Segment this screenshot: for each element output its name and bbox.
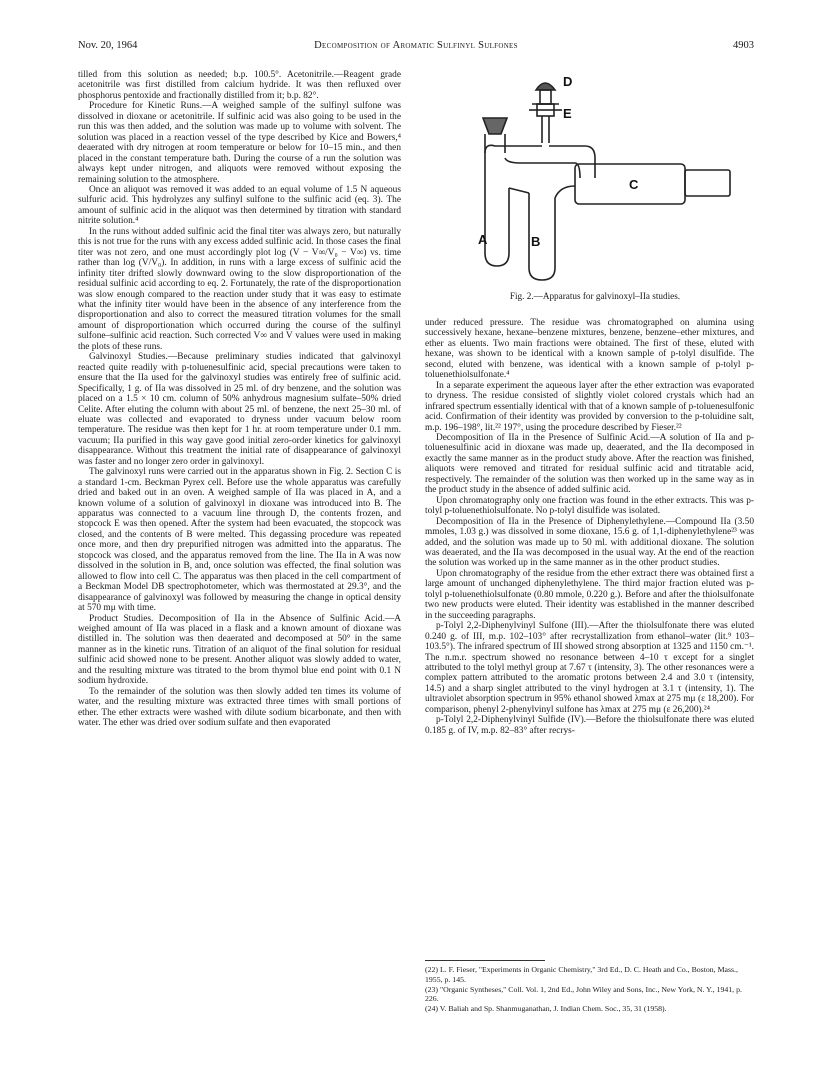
footnote: (24) V. Baliah and Sp. Shanmuganathan, J. Indian Chem. Soc., 35, 31 (1958). — [425, 1004, 667, 1014]
label-c: C — [629, 177, 639, 192]
running-header — [78, 40, 754, 54]
apparatus-figure — [445, 68, 745, 283]
paragraph: under reduced pressure. The residue was chromatographed on alumina using successively hexane, hexane–benzene mixtures, benzene, benzene–ether mixtures, and ether as eluents. Two main fractions were obtained. The first of these, eluted with hexane, was shown to be identical with a known sample of p-tolyl disulfide. The second, eluted with benzene, was identical with a known sample of p-tolyl p-toluenethiolsulfonate.⁴ — [425, 318, 754, 381]
header-date: Nov. 20, 1964 — [78, 40, 138, 51]
paragraph: In a separate experiment the aqueous layer after the ether extraction was evaporated to dryness. The residue consisted of slightly violet colored crystals which had an infrared spectrum essentially identical with that of a known sample of p-toluenesulfonic acid. Confirmation of their identity was provided by conversion to the p-toluidine salt, m.p. 196–198°, lit.²² 197°, using the procedure described by Fieser.²² — [425, 380, 754, 433]
label-e: E — [563, 106, 572, 121]
left-column — [78, 70, 401, 729]
paragraph: Upon chromatography of the residue from the ether extract there was obtained first a large amount of unchanged diphenylethylene. The third major fraction eluted was p-tolyl p-toluenethiolsulfonate (0.80 mmole, 0.220 g.). Before and after the thiolsulfonate two new products were eluted. Their identity was established in the manner described in the succeeding paragraphs. — [425, 568, 754, 621]
footnotes — [425, 965, 754, 1014]
footnote: (23) "Organic Syntheses," Coll. Vol. 1, 2nd Ed., John Wiley and Sons, Inc., New York, N. Y., 1941, p. 226. — [425, 984, 742, 1004]
paragraph: Decomposition of IIa in the Presence of Diphenylethylene.—Compound IIa (3.50 mmoles, 1.03 g.) was dissolved in some dioxane, 15.6 g. of 1,1-diphenylethylene²³ was added, and the solution was made up to 50 ml. with additional dioxane. The solution was deaerated, and the IIa was decomposed in the usual way. At the end of the reaction the solution was worked up in the same manner as in the other product studies. — [425, 516, 754, 569]
figure-caption: Fig. 2.—Apparatus for galvinoxyl–IIa studies. — [509, 291, 681, 301]
paragraph: Decomposition of IIa in the Presence of Sulfinic Acid.—A solution of IIa and p-toluenesulfinic acid in dioxane was made up, deaerated, and the IIa decomposed in exactly the same manner as in the product study above. After the reaction was finished, aliquots were removed and titrated for residual sulfinic acid and titratable acid, respectively. The remainder of the solution was then worked up in the same way as in the product study in the absence of added sulfinic acid. — [425, 432, 754, 496]
right-column — [425, 318, 754, 736]
footnote-rule — [425, 960, 545, 961]
paragraph: Upon chromatography only one fraction was found in the ether extracts. This was p-tolyl p-toluenethiolsulfonate. No p-tolyl disulfide was isolated. — [425, 495, 754, 517]
apparatus-drawing — [445, 68, 745, 283]
paragraph: To the remainder of the solution was then slowly added ten times its volume of water, and the resulting mixture was extracted three times with small portions of ether. The ether extracts were washed with dilute sodium bicarbonate, and then with water. The ether was dried over sodium sulfate and then evaporated — [78, 686, 401, 729]
paragraph: Once an aliquot was removed it was added to an equal volume of 1.5 N aqueous sulfuric acid. This hydrolyzes any sulfinyl sulfone to the sulfinic acid (eq. 3). The amount of sulfinic acid in the aliquot was then determined by titration with standard nitrite solution.⁴ — [78, 184, 401, 227]
header-title: Decomposition of Aromatic Sulfinyl Sulfones — [314, 40, 518, 51]
paragraph: In the runs without added sulfinic acid the final titer was always zero, but naturally this is not true for the runs with any excess added sulfinic acid. In those cases the final titer was not zero, and one must accordingly plot log (V − V∞/V₀ − V∞) vs. time rather than log (V/V₀). In addition, in runs with a large excess of sulfinic acid the infinity titer drifted slowly downward owing to the slow disproportionation of the residual sulfinic acid according to eq. 2. Fortunately, the rate of the disproportionation was slow enough compared to the reaction under study that it was easy to estimate what the infinity titer would have been in the absence of any interference from the disproportionation and also to correct the measured titration volumes for the small amount of disproportionation which occurred during the course of the sulfinyl sulfone–sulfinic acid reaction. Such corrected V∞ and V values were used in making the plots of these runs. — [78, 226, 401, 352]
label-d: D — [563, 74, 573, 89]
label-b: B — [531, 234, 541, 249]
paragraph: Product Studies. Decomposition of IIa in the Absence of Sulfinic Acid.—A weighed amount of IIa was placed in a flask and a known amount of dioxane was distilled in. The solution was then deaerated and decomposed at 50° in the same manner as in the kinetic runs. Titration of an aliquot of the final solution for residual sulfinic acid showed none to be present. Another aliquot was slowly added to water, and the resulting mixture was titrated to the brom thymol blue end point with 0.1 N sodium hydroxide. — [78, 613, 401, 687]
footnote: (22) L. F. Fieser, "Experiments in Organic Chemistry," 3rd Ed., D. C. Heath and Co., Boston, Mass., 1955, p. 145. — [425, 965, 738, 984]
page-number: 4903 — [733, 40, 754, 51]
paragraph: p-Tolyl 2,2-Diphenylvinyl Sulfone (III).—After the thiolsulfonate there was eluted 0.240 g. of III, m.p. 102–103° after recrystallization from ethanol–water (lit.⁹ 103–103.5°). The infrared spectrum of III showed strong absorption at 1325 and 1150 cm.⁻¹. The n.m.r. spectrum showed no resonance between 4–10 τ except for a singlet attributed to the tolyl methyl group at 7.67 τ (intensity, 3). The other resonances were a complex pattern attributed to the aromatic protons between 2.4 and 3.0 τ (intensity, 14.5) and a sharp singlet attributed to the vinyl hydrogen at 3.1 τ (intensity, 1). The ultraviolet absorption spectrum in 95% ethanol showed λmax at 275 mμ (ε 18,200). For comparison, phenyl 2-phenylvinyl sulfone has λmax at 275 mμ (ε 26,200).²⁴ — [425, 621, 754, 715]
paragraph: The galvinoxyl runs were carried out in the apparatus shown in Fig. 2. Section C is a standard 1-cm. Beckman Pyrex cell. Before use the whole apparatus was carefully dried and baked out in an oven. A weighed sample of IIa was placed in A, and a known volume of a solution of galvinoxyl in dioxane was introduced into B. The apparatus was connected to a vacuum line through D, the contents frozen, and stopcock E was then opened. After the system had been evacuated, the stopcock was closed, and the contents of B were melted. This degassing procedure was repeated once more, and then dry prepurified nitrogen was admitted into the apparatus. The stopcock was closed, and the apparatus removed from the line. The IIa in A was now dissolved in the solution in B, and, once solution was effected, the final solution was allowed to flow into cell C. The apparatus was then placed in the cell compartment of a Beckman Model DB spectrophotometer, which was thermostated at 29.3°, and the disappearance of galvinoxyl was followed by measuring the change in optical density at 570 mμ with time. — [78, 467, 401, 614]
paragraph: Procedure for Kinetic Runs.—A weighed sample of the sulfinyl sulfone was dissolved in dioxane or acetonitrile. If sulfinic acid was also going to be used in the run this was then added, and the solution was made up to volume with solvent. The solution was placed in a reaction vessel of the type described by Kice and Bowers,⁴ deaerated with dry nitrogen at room temperature or below for 10–15 min., and then placed in the constant temperature bath. During the course of a run the solution was always kept under nitrogen, and aliquots were removed without exposing the remaining solution to the atmosphere. — [78, 101, 401, 185]
paragraph: p-Tolyl 2,2-Diphenylvinyl Sulfide (IV).—Before the thiolsulfonate there was eluted 0.185 g. of IV, m.p. 82–83° after recrys- — [425, 715, 754, 736]
paragraph: Galvinoxyl Studies.—Because preliminary studies indicated that galvinoxyl reacted quite readily with p-toluenesulfinic acid, special precautions were taken to ensure that the IIa used for the galvinoxyl studies was entirely free of sulfinic acid. Specifically, 1 g. of IIa was dissolved in 25 ml. of dry benzene, and the solution was placed on a 1.5 × 10 cm. column of 50% anhydrous magnesium sulfate–50% dried Celite. After eluting the column with about 25 ml. of benzene, the next 25–30 ml. of eluate was collected and evaporated to dryness under vacuum below room temperature. The residue was then kept for 1 hr. at room temperature under 0.1 mm. vacuum; IIa purified in this way gave good initial zero-order kinetics for galvinoxyl disappearance. Without this treatment the initial rate of disappearance of galvinoxyl was faster and no longer zero order in galvinoxyl. — [78, 352, 401, 467]
paragraph: tilled from this solution as needed; b.p. 100.5°. Acetonitrile.—Reagent grade acetonitrile was first distilled from calcium hydride. It was then refluxed over phosphorus pentoxide and fractionally distilled from it; b.p. 82°. — [78, 70, 401, 101]
label-a: A — [478, 232, 488, 247]
